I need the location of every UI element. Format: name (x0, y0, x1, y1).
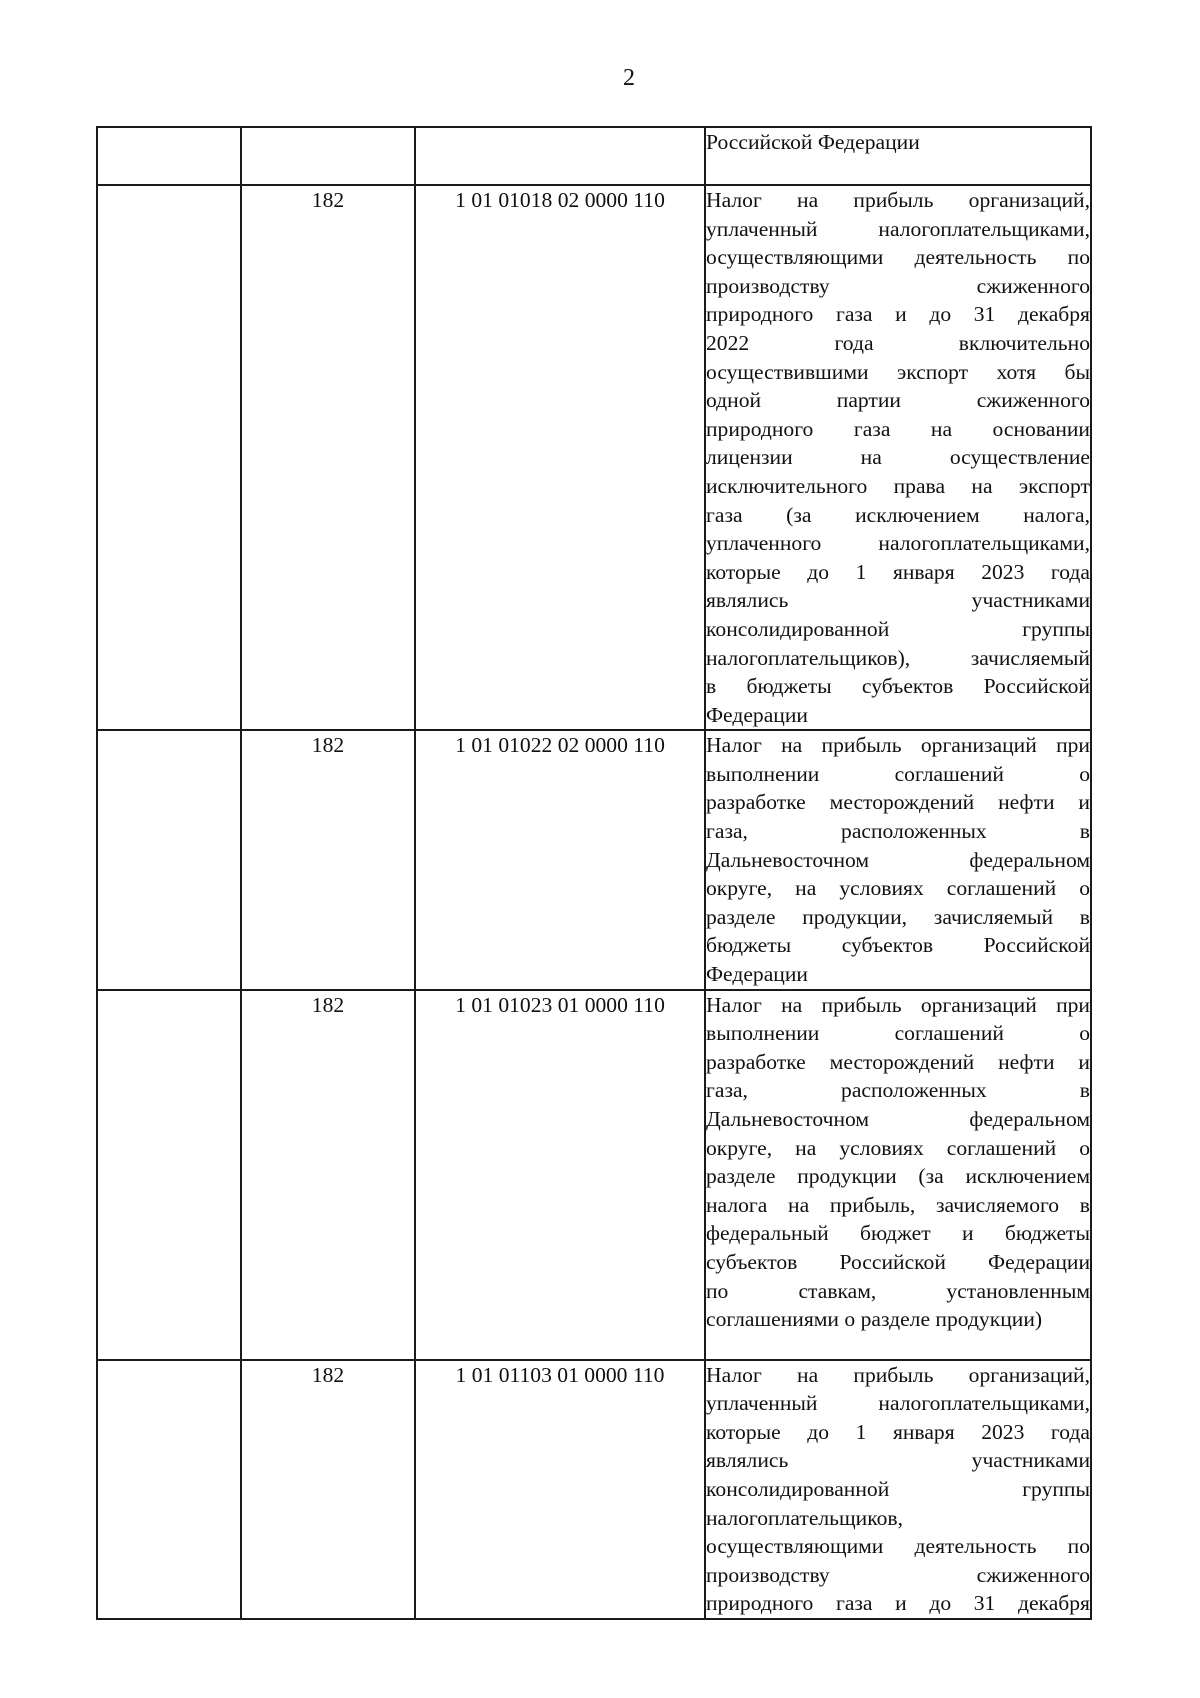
empty-cell (97, 127, 241, 185)
description-line: по ставкам, установленным (706, 1278, 1090, 1303)
description-line: которые до 1 января 2023 года (706, 1419, 1090, 1444)
description-line: разделе продукции (за исключением (706, 1164, 1090, 1189)
description-line: консолидированной группы (706, 1477, 1090, 1501)
description-line: природного газа на основании (706, 416, 1090, 441)
description-line: Налог на прибыль организаций, (706, 1362, 1090, 1387)
budget-code-cell: 1 01 01018 02 0000 110 (415, 185, 705, 730)
description-line: являлись участниками (706, 588, 1090, 613)
admin-code-cell: 182 (241, 730, 415, 989)
description-line: Налог на прибыль организаций при (706, 733, 1090, 758)
description-line: Дальневосточном федеральном (706, 847, 1090, 872)
table-row (97, 1360, 1091, 1619)
description-line: производству сжиженного (706, 1562, 1090, 1587)
description-line: выполнении соглашений о (706, 1021, 1090, 1046)
description-cell (705, 185, 1091, 730)
description-cell (705, 1360, 1091, 1619)
description-line: Налог на прибыль организаций при (706, 992, 1090, 1017)
description-line: округе, на условиях соглашений о (706, 876, 1090, 901)
description-line: газа, расположенных в (706, 1078, 1090, 1103)
description-line: осуществляющими деятельность по (706, 245, 1090, 270)
description-line: Налог на прибыль организаций, (706, 188, 1090, 212)
description-line: Дальневосточном федеральном (706, 1107, 1090, 1131)
table-row (97, 127, 1091, 185)
description-line: разработке месторождений нефти и (706, 790, 1090, 815)
empty-cell (97, 185, 241, 730)
description-line: уплаченный налогоплательщиками, (706, 1391, 1090, 1416)
description-line: уплаченного налогоплательщиками, (706, 531, 1090, 556)
description-line: разработке месторождений нефти и (706, 1049, 1090, 1074)
description-line: являлись участниками (706, 1448, 1090, 1473)
description-line: газа, расположенных в (706, 819, 1090, 844)
description-line: газа (за исключением налога, (706, 502, 1090, 527)
description-line: разделе продукции, зачисляемый в (706, 904, 1090, 929)
description-line: уплаченный налогоплательщиками, (706, 216, 1090, 241)
budget-code-cell: 1 01 01103 01 0000 110 (415, 1360, 705, 1619)
budget-code-cell: 1 01 01023 01 0000 110 (415, 990, 705, 1360)
description-line: выполнении соглашений о (706, 761, 1090, 786)
admin-code-cell: 182 (241, 990, 415, 1360)
description-cell (705, 990, 1091, 1360)
table-row (97, 730, 1091, 989)
empty-cell (97, 990, 241, 1360)
description-line: исключительного права на экспорт (706, 473, 1090, 498)
description-line: 2022 года включительно (706, 330, 1090, 355)
description-line: налогоплательщиков, (706, 1505, 903, 1530)
budget-code-cell (415, 127, 705, 185)
admin-code-cell: 182 (241, 185, 415, 730)
description-line: которые до 1 января 2023 года (706, 559, 1090, 584)
description-line: бюджеты субъектов Российской (706, 933, 1090, 958)
description-line: природного газа и до 31 декабря (706, 1591, 1090, 1616)
empty-cell (97, 1360, 241, 1619)
budget-codes-table (96, 126, 1092, 1620)
description-line: налога на прибыль, зачисляемого в (706, 1192, 1090, 1217)
description-line: лицензии на осуществление (706, 445, 1090, 470)
budget-code-cell: 1 01 01022 02 0000 110 (415, 730, 705, 989)
description-line: субъектов Российской Федерации (706, 1249, 1090, 1274)
description-line: одной партии сжиженного (706, 388, 1090, 413)
page-number: 2 (623, 65, 635, 91)
table-row (97, 990, 1091, 1360)
description-line: соглашениями о разделе продукции) (706, 1307, 1043, 1332)
description-line: Федерации (706, 702, 808, 727)
description-line: налогоплательщиков), зачисляемый (706, 645, 1090, 670)
description-cell (705, 730, 1091, 989)
admin-code-cell: 182 (241, 1360, 415, 1619)
description-line: осуществляющими деятельность по (706, 1534, 1090, 1559)
description-line: федеральный бюджет и бюджеты (706, 1221, 1090, 1246)
description-line: консолидированной группы (706, 616, 1090, 641)
description-cell (705, 127, 1091, 185)
description-line: округе, на условиях соглашений о (706, 1135, 1090, 1160)
description-line: производству сжиженного (706, 273, 1090, 298)
description-line: Федерации (706, 962, 808, 987)
table-row (97, 185, 1091, 730)
description-line: Российской Федерации (706, 130, 920, 154)
empty-cell (97, 730, 241, 989)
description-line: в бюджеты субъектов Российской (706, 674, 1090, 699)
description-line: осуществившими экспорт хотя бы (706, 359, 1090, 384)
description-line: природного газа и до 31 декабря (706, 302, 1090, 327)
admin-code-cell (241, 127, 415, 185)
